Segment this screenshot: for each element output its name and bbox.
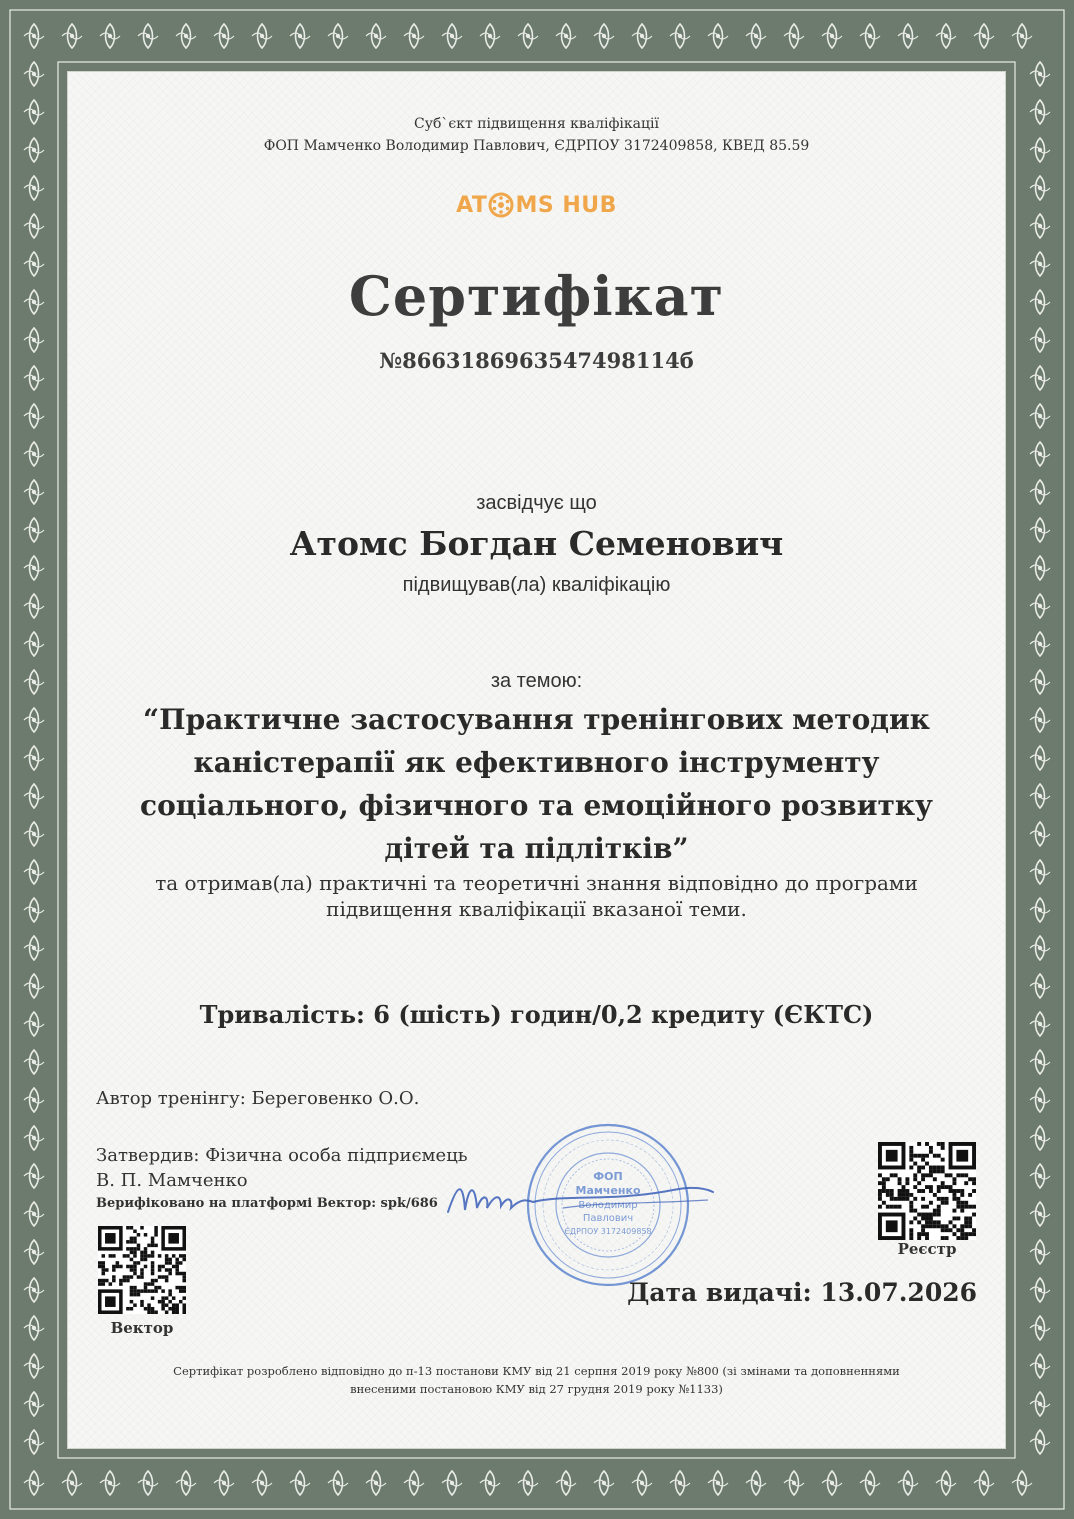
duration-text: Тривалість: 6 (шість) годин/0,2 кредиту (ЄКТС): [199, 1000, 874, 1029]
handwritten-signature: [443, 1172, 723, 1232]
stamp-line-5: ЄДРПОУ 3172409858: [564, 1227, 652, 1236]
issuer-line-1: Суб`єкт підвищення кваліфікації: [414, 116, 659, 132]
stamp-line-2: Мамченко: [575, 1184, 641, 1197]
logo-text-left: AT: [456, 192, 488, 218]
logo-text-right: MS HUB: [515, 192, 617, 218]
certificate-paper: [68, 72, 1005, 1448]
certifies-text: засвідчує що: [476, 492, 597, 514]
atoms-hub-logo: [68, 192, 1005, 218]
on-topic-label: за темою:: [490, 670, 583, 692]
training-author: Автор тренінгу: Береговенко О.О.: [96, 1088, 420, 1109]
stamp-line-1: ФОП: [593, 1170, 623, 1183]
certificate-title: Сертифікат: [348, 264, 725, 328]
approved-line-1: Затвердив: Фізична особа підприємець: [96, 1145, 468, 1166]
approved-by: [96, 1143, 468, 1193]
stamp-line-4: Павлович: [582, 1213, 634, 1224]
recipient-name: Атомс Богдан Семенович: [289, 524, 784, 563]
registry-qr-code[interactable]: [878, 1142, 976, 1240]
issue-date: Дата видачі: 13.07.2026: [627, 1278, 977, 1307]
registry-qr-label: Реєстр: [897, 1240, 957, 1258]
vector-qr-label: Вектор: [110, 1319, 174, 1337]
issuer-line-2: ФОП Мамченко Володимир Павлович, ЄДРПОУ 3172409858, КВЕД 85.59: [263, 138, 810, 154]
approved-line-2: В. П. Мамченко: [96, 1170, 248, 1191]
stamp-line-3: Володимир: [578, 1200, 638, 1211]
verified-platform: Верифіковано на платформі Вектор: spk/686: [96, 1196, 438, 1211]
certificate-number: №8663186963547498114б: [379, 348, 694, 373]
training-topic: “Практичне застосування тренінгових методик каністерапії як ефективного інструменту соціального, фізичного та емоційного розвитку дітей та підлітків”: [140, 703, 933, 865]
received-knowledge-text: та отримав(ла) практичні та теоретичні знання відповідно до програми підвищення кваліфікації вказаної теми.: [155, 871, 918, 921]
improved-text: підвищував(ла) кваліфікацію: [402, 574, 671, 596]
vector-qr-code[interactable]: [98, 1226, 186, 1314]
atom-icon: [488, 192, 514, 218]
legal-footnote: Сертифікат розроблено відповідно до п-13 постанови КМУ від 21 серпня 2019 року №800 (зі змінами та доповненнями внесеними постановою КМУ від 27 грудня 2019 року №1133): [173, 1364, 900, 1396]
